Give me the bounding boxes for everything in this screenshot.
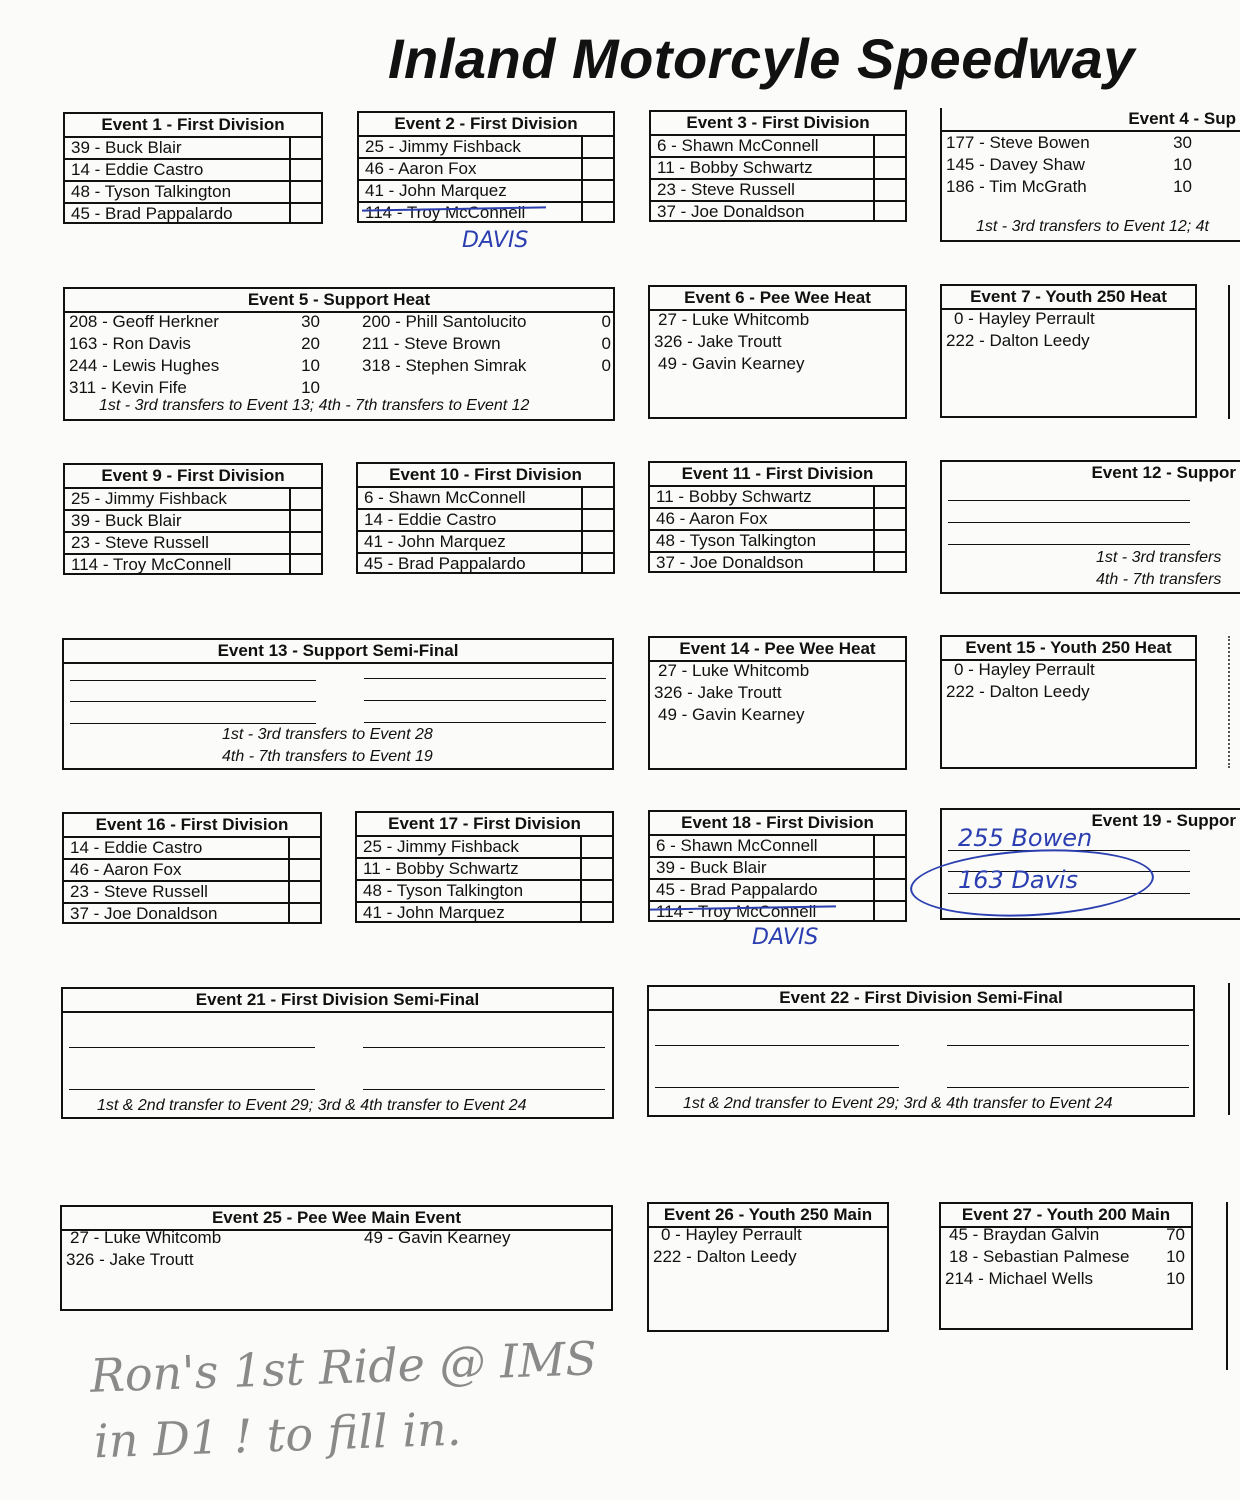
result-box bbox=[290, 138, 321, 159]
rider-cell: 114 - Troy McConnell bbox=[365, 203, 526, 222]
rider-cell: 39 - Buck Blair bbox=[65, 510, 290, 532]
event-3-card bbox=[649, 110, 907, 222]
result-box bbox=[290, 203, 321, 224]
table-row bbox=[357, 837, 612, 858]
rider-cell: 114 - Troy McConnell bbox=[71, 555, 232, 574]
entry-line bbox=[70, 723, 316, 724]
table-row bbox=[650, 508, 905, 530]
points-value: 10 bbox=[1166, 1247, 1185, 1266]
result-box bbox=[874, 487, 905, 508]
result-box bbox=[874, 857, 905, 879]
result-box bbox=[289, 838, 320, 859]
entry-line bbox=[947, 1045, 1189, 1046]
rider-cell: 46 - Aaron Fox bbox=[64, 859, 289, 881]
rider-cell: 23 - Steve Russell bbox=[65, 532, 290, 554]
rider-list-right bbox=[362, 311, 526, 377]
event-title: Event 11 - First Division bbox=[650, 463, 905, 487]
rider-cell: 14 - Eddie Castro bbox=[64, 838, 289, 859]
result-box bbox=[581, 880, 612, 902]
rider-table bbox=[65, 489, 321, 575]
result-box bbox=[582, 180, 613, 202]
event-7-card bbox=[940, 284, 1197, 418]
event-12-card bbox=[940, 460, 1240, 594]
rider-cell: 48 - Tyson Talkington bbox=[357, 880, 581, 902]
event-4-card bbox=[940, 108, 1240, 242]
rider-table bbox=[357, 837, 612, 923]
rider-cell: 114 - Troy McConnell bbox=[656, 902, 817, 921]
points-list bbox=[1155, 1224, 1185, 1290]
table-row bbox=[65, 532, 321, 554]
handwritten-replacement: DAVIS bbox=[752, 925, 819, 950]
rider-cell: 25 - Jimmy Fishback bbox=[359, 137, 582, 158]
result-box bbox=[290, 181, 321, 203]
rider-list bbox=[654, 660, 809, 726]
result-box bbox=[874, 552, 905, 573]
list-item: 45 - Braydan Galvin bbox=[949, 1225, 1100, 1244]
list-item: 222 - Dalton Leedy bbox=[946, 331, 1090, 350]
transfer-note: 1st - 3rd transfers bbox=[1096, 549, 1222, 566]
rider-cell: 41 - John Marquez bbox=[359, 180, 582, 202]
event-title: Event 5 - Support Heat bbox=[65, 289, 613, 313]
list-item: 222 - Dalton Leedy bbox=[653, 1247, 797, 1266]
rider-table bbox=[64, 838, 320, 924]
list-item: 0 - Hayley Perrault bbox=[954, 660, 1095, 679]
transfer-note: 1st - 3rd transfers to Event 28 bbox=[222, 726, 433, 743]
event-17-card bbox=[355, 811, 614, 923]
entry-line bbox=[364, 700, 606, 701]
event-title: Event 13 - Support Semi-Final bbox=[64, 640, 612, 664]
table-row bbox=[64, 838, 320, 859]
result-box bbox=[290, 159, 321, 181]
rider-list bbox=[946, 308, 1095, 352]
list-item: 27 - Luke Whitcomb bbox=[658, 310, 810, 329]
list-item: 0 - Hayley Perrault bbox=[661, 1225, 802, 1244]
points-value: 0 bbox=[601, 334, 611, 353]
entry-line bbox=[655, 1045, 899, 1046]
rider-table bbox=[358, 488, 613, 574]
event-title: Event 19 - Suppor bbox=[1091, 811, 1236, 830]
event-title: Event 12 - Suppor bbox=[1091, 463, 1236, 482]
table-row bbox=[359, 137, 613, 158]
table-row bbox=[65, 489, 321, 510]
list-item: 27 - Luke Whitcomb bbox=[658, 661, 810, 680]
points-value: 10 bbox=[1166, 1269, 1185, 1288]
table-row bbox=[359, 158, 613, 180]
rider-list-left bbox=[69, 311, 219, 399]
table-row bbox=[357, 902, 612, 923]
list-item: 214 - Michael Wells bbox=[945, 1269, 1094, 1288]
rider-cell: 11 - Bobby Schwartz bbox=[357, 858, 581, 880]
transfer-note: 1st - 3rd transfers to Event 13; 4th - 7th transfers to Event 12 bbox=[99, 397, 530, 414]
table-row bbox=[358, 488, 613, 509]
list-item: 208 - Geoff Herkner bbox=[69, 312, 219, 331]
rider-cell: 6 - Shawn McConnell bbox=[651, 136, 874, 157]
event-5-card bbox=[63, 287, 615, 421]
rider-cell: 25 - Jimmy Fishback bbox=[65, 489, 290, 510]
list-item: 0 - Hayley Perrault bbox=[954, 309, 1095, 328]
list-item: 326 - Jake Troutt bbox=[66, 1250, 194, 1269]
points-value: 70 bbox=[1166, 1225, 1185, 1244]
entry-line bbox=[70, 680, 316, 681]
rider-cell: 23 - Steve Russell bbox=[651, 179, 874, 201]
result-box bbox=[874, 136, 905, 157]
event-title: Event 27 - Youth 200 Main bbox=[941, 1204, 1191, 1228]
table-row bbox=[65, 510, 321, 532]
points-value: 0 bbox=[601, 312, 611, 331]
result-box bbox=[289, 881, 320, 903]
table-row bbox=[357, 880, 612, 902]
event-title: Event 10 - First Division bbox=[358, 464, 613, 488]
table-row bbox=[358, 509, 613, 531]
table-row bbox=[64, 859, 320, 881]
points-value: 0 bbox=[601, 356, 611, 375]
rider-list bbox=[653, 1224, 802, 1268]
event-title: Event 9 - First Division bbox=[65, 465, 321, 489]
entry-line bbox=[948, 500, 1190, 501]
rider-list bbox=[945, 1224, 1130, 1290]
points-value: 10 bbox=[301, 378, 320, 397]
result-box bbox=[582, 137, 613, 158]
result-box bbox=[581, 837, 612, 858]
entry-line bbox=[364, 678, 606, 679]
list-item: 326 - Jake Troutt bbox=[654, 683, 782, 702]
entry-line bbox=[70, 701, 316, 702]
event-22-card bbox=[647, 985, 1195, 1117]
rider-list-left bbox=[66, 1227, 221, 1271]
points-value: 10 bbox=[1173, 155, 1192, 174]
table-row bbox=[650, 530, 905, 552]
rider-cell: 14 - Eddie Castro bbox=[358, 509, 582, 531]
result-box bbox=[582, 531, 613, 553]
entry-line bbox=[655, 1087, 899, 1088]
table-row bbox=[651, 136, 905, 157]
entry-line bbox=[363, 1089, 605, 1090]
result-box bbox=[874, 157, 905, 179]
rider-list bbox=[946, 659, 1095, 703]
transfer-note: 4th - 7th transfers to Event 19 bbox=[222, 748, 433, 765]
table-row bbox=[65, 203, 321, 224]
event-title: Event 2 - First Division bbox=[359, 113, 613, 137]
event-1-card bbox=[63, 112, 323, 224]
event-14-card bbox=[648, 636, 907, 770]
event-26-card bbox=[647, 1202, 889, 1332]
entry-line bbox=[948, 544, 1190, 545]
event-title: Event 4 - Sup bbox=[942, 108, 1240, 132]
handwritten-entry: 255 Bowen bbox=[958, 824, 1093, 852]
event-2-card bbox=[357, 111, 615, 223]
event-title: Event 22 - First Division Semi-Final bbox=[649, 987, 1193, 1011]
entry-line bbox=[69, 1047, 315, 1048]
table-row bbox=[651, 179, 905, 201]
rider-list bbox=[654, 309, 809, 375]
table-row bbox=[651, 201, 905, 222]
rider-cell: 39 - Buck Blair bbox=[650, 857, 874, 879]
list-item: 318 - Stephen Simrak bbox=[362, 356, 527, 375]
rider-table bbox=[651, 136, 905, 222]
list-item: 186 - Tim McGrath bbox=[946, 177, 1087, 196]
table-row bbox=[64, 903, 320, 924]
event-16-card bbox=[62, 812, 322, 924]
rider-cell: 25 - Jimmy Fishback bbox=[357, 837, 581, 858]
cutoff-box-edge bbox=[1228, 636, 1240, 768]
entry-line bbox=[364, 722, 606, 723]
pencil-note-line-2: in D1 ! to fill in. bbox=[93, 1401, 463, 1469]
rider-cell: 37 - Joe Donaldson bbox=[70, 904, 218, 923]
event-9-card bbox=[63, 463, 323, 575]
table-row bbox=[65, 159, 321, 181]
result-box bbox=[581, 858, 612, 880]
list-item: 200 - Phill Santolucito bbox=[362, 312, 527, 331]
table-row bbox=[650, 879, 905, 901]
event-6-card bbox=[648, 285, 907, 419]
table-row bbox=[64, 881, 320, 903]
table-row bbox=[358, 531, 613, 553]
transfer-note: 1st & 2nd transfer to Event 29; 3rd & 4th transfer to Event 24 bbox=[97, 1097, 527, 1114]
list-item: 27 - Luke Whitcomb bbox=[70, 1228, 222, 1247]
points-value: 30 bbox=[1173, 133, 1192, 152]
rider-cell: 6 - Shawn McConnell bbox=[358, 488, 582, 509]
table-row bbox=[359, 180, 613, 202]
pencil-note-line-1: Ron's 1st Ride @ IMS bbox=[89, 1331, 598, 1403]
rider-cell: 45 - Brad Pappalardo bbox=[364, 554, 526, 573]
event-title: Event 16 - First Division bbox=[64, 814, 320, 838]
result-box bbox=[874, 879, 905, 901]
event-title: Event 18 - First Division bbox=[650, 812, 905, 836]
list-item: 177 - Steve Bowen bbox=[946, 133, 1090, 152]
rider-cell: 45 - Brad Pappalardo bbox=[71, 204, 233, 223]
rider-cell: 6 - Shawn McConnell bbox=[650, 836, 874, 857]
list-item: 311 - Kevin Fife bbox=[69, 378, 187, 397]
table-row bbox=[65, 181, 321, 203]
points-list-left bbox=[290, 311, 320, 399]
rider-cell: 41 - John Marquez bbox=[358, 531, 582, 553]
event-title: Event 25 - Pee Wee Main Event bbox=[62, 1207, 611, 1231]
event-title: Event 15 - Youth 250 Heat bbox=[942, 637, 1195, 661]
rider-cell: 48 - Tyson Talkington bbox=[650, 530, 874, 552]
points-list bbox=[1162, 132, 1192, 198]
handwritten-replacement: DAVIS bbox=[462, 228, 529, 253]
rider-cell: 11 - Bobby Schwartz bbox=[650, 487, 874, 508]
list-item: 326 - Jake Troutt bbox=[654, 332, 782, 351]
result-box bbox=[582, 553, 613, 574]
rider-cell: 37 - Joe Donaldson bbox=[657, 202, 805, 221]
list-item: 244 - Lewis Hughes bbox=[69, 356, 220, 375]
event-title: Event 14 - Pee Wee Heat bbox=[650, 638, 905, 662]
list-item: 18 - Sebastian Palmese bbox=[949, 1247, 1130, 1266]
result-box bbox=[289, 859, 320, 881]
cutoff-box-edge bbox=[1228, 285, 1240, 419]
rider-cell: 46 - Aaron Fox bbox=[650, 508, 874, 530]
result-box bbox=[874, 836, 905, 857]
list-item: 211 - Steve Brown bbox=[362, 334, 501, 353]
rider-table bbox=[650, 487, 905, 573]
result-box bbox=[581, 902, 612, 923]
table-row bbox=[358, 553, 613, 574]
result-box bbox=[582, 488, 613, 509]
list-item: 163 - Ron Davis bbox=[69, 334, 191, 353]
list-item: 49 - Gavin Kearney bbox=[364, 1228, 511, 1247]
result-box bbox=[874, 508, 905, 530]
rider-cell: 11 - Bobby Schwartz bbox=[651, 157, 874, 179]
table-row bbox=[650, 487, 905, 508]
rider-cell: 41 - John Marquez bbox=[363, 903, 505, 922]
result-box bbox=[290, 510, 321, 532]
list-item: 145 - Davey Shaw bbox=[946, 155, 1085, 174]
handwritten-entry: 163 Davis bbox=[958, 866, 1078, 894]
result-box bbox=[582, 509, 613, 531]
result-box bbox=[582, 202, 613, 223]
event-title: Event 1 - First Division bbox=[65, 114, 321, 138]
table-row bbox=[359, 202, 613, 223]
result-box bbox=[874, 179, 905, 201]
transfer-note: 1st - 3rd transfers to Event 12; 4t bbox=[976, 218, 1209, 235]
event-11-card bbox=[648, 461, 907, 573]
result-box bbox=[874, 530, 905, 552]
entry-line bbox=[363, 1047, 605, 1048]
page-title: Inland Motorcyle Speedway bbox=[388, 27, 1135, 90]
result-box bbox=[290, 489, 321, 510]
table-row bbox=[65, 138, 321, 159]
event-title: Event 7 - Youth 250 Heat bbox=[942, 286, 1195, 310]
result-box bbox=[874, 201, 905, 222]
event-27-card bbox=[939, 1202, 1193, 1330]
rider-cell: 48 - Tyson Talkington bbox=[65, 181, 290, 203]
table-row bbox=[651, 157, 905, 179]
event-title: Event 3 - First Division bbox=[651, 112, 905, 136]
cutoff-box-edge bbox=[1226, 1202, 1240, 1370]
list-item: 49 - Gavin Kearney bbox=[658, 354, 805, 373]
points-list-right bbox=[583, 311, 611, 377]
table-row bbox=[650, 552, 905, 573]
rider-cell: 46 - Aaron Fox bbox=[359, 158, 582, 180]
points-value: 10 bbox=[1173, 177, 1192, 196]
transfer-note: 4th - 7th transfers bbox=[1096, 571, 1222, 588]
event-15-card bbox=[940, 635, 1197, 769]
points-value: 20 bbox=[301, 334, 320, 353]
rider-list bbox=[946, 132, 1090, 198]
result-box bbox=[290, 554, 321, 575]
points-value: 10 bbox=[301, 356, 320, 375]
entry-line bbox=[948, 522, 1190, 523]
event-title: Event 6 - Pee Wee Heat bbox=[650, 287, 905, 311]
entry-line bbox=[947, 1087, 1189, 1088]
cutoff-box-edge bbox=[1228, 983, 1240, 1115]
event-25-card bbox=[60, 1205, 613, 1311]
rider-cell: 45 - Brad Pappalardo bbox=[650, 879, 874, 901]
event-13-card bbox=[62, 638, 614, 770]
result-box bbox=[874, 901, 905, 922]
event-title: Event 17 - First Division bbox=[357, 813, 612, 837]
event-10-card bbox=[356, 462, 615, 574]
table-row bbox=[650, 836, 905, 857]
list-item: 222 - Dalton Leedy bbox=[946, 682, 1090, 701]
rider-cell: 14 - Eddie Castro bbox=[65, 159, 290, 181]
table-row bbox=[650, 901, 905, 922]
transfer-note: 1st & 2nd transfer to Event 29; 3rd & 4th transfer to Event 24 bbox=[683, 1095, 1113, 1112]
rider-table bbox=[65, 138, 321, 224]
rider-list-right bbox=[364, 1227, 510, 1249]
table-row bbox=[650, 857, 905, 879]
table-row bbox=[357, 858, 612, 880]
result-box bbox=[582, 158, 613, 180]
result-box bbox=[289, 903, 320, 924]
entry-line bbox=[69, 1089, 315, 1090]
rider-cell: 23 - Steve Russell bbox=[64, 881, 289, 903]
event-title: Event 26 - Youth 250 Main bbox=[649, 1204, 887, 1228]
event-title: Event 21 - First Division Semi-Final bbox=[63, 989, 612, 1013]
points-value: 30 bbox=[301, 312, 320, 331]
table-row bbox=[65, 554, 321, 575]
result-box bbox=[290, 532, 321, 554]
event-18-card bbox=[648, 810, 907, 922]
list-item: 49 - Gavin Kearney bbox=[658, 705, 805, 724]
rider-cell: 39 - Buck Blair bbox=[65, 138, 290, 159]
event-21-card bbox=[61, 987, 614, 1119]
rider-cell: 37 - Joe Donaldson bbox=[656, 553, 804, 572]
